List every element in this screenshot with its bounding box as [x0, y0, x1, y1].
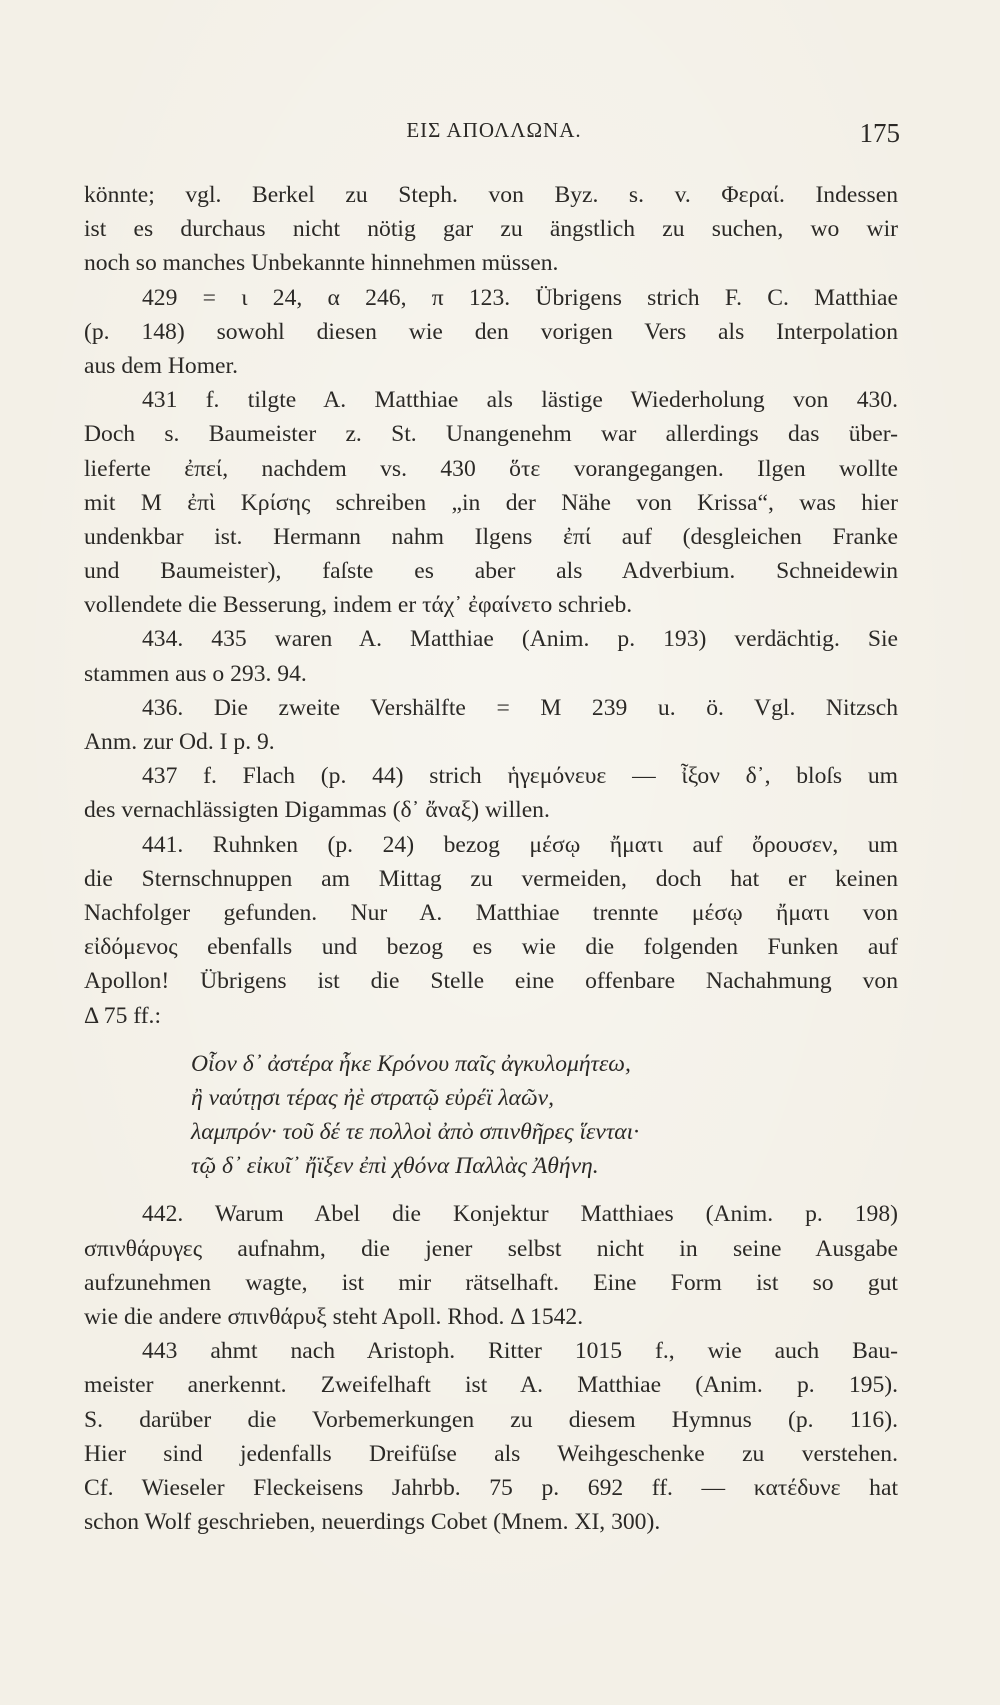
text-line: aus dem Homer. — [84, 352, 238, 379]
text-line: könnte; vgl. Berkel zu Steph. von Byz. s. v. Φεραί. Indessen — [84, 182, 898, 208]
text-line: lieferte ἐπεί, nachdem vs. 430 ὅτε vorangegangen. Ilgen wollte — [84, 455, 898, 482]
text-line: (p. 148) sowohl diesen wie den vorigen Vers als Interpolation — [84, 318, 898, 345]
text-line: wie die andere σπινθάρυξ steht Apoll. Rhod. Δ 1542. — [84, 1304, 584, 1330]
text-line: εἰδόμενος ebenfalls und bezog es wie die folgenden Funken auf — [84, 934, 898, 961]
text-line: 431 f. tilgte A. Matthiae als lästige Wiederholung von 430. — [142, 387, 898, 414]
text-line: die Sternschnuppen am Mittag zu vermeiden, doch hat er keinen — [84, 865, 898, 892]
text-line: des vernachlässigten Digammas (δ᾽ ἄναξ) willen. — [84, 797, 550, 824]
text-line: Cf. Wieseler Fleckeisens Jahrbb. 75 p. 692 ff. — κατέδυνε hat — [84, 1474, 898, 1501]
text-line: schon Wolf geschrieben, neuerdings Cobet (Mnem. XI, 300). — [84, 1509, 661, 1536]
quote-line: ἢ ναύτῃσι τέρας ἠὲ στρατῷ εὐρέϊ λαῶν, — [191, 1084, 554, 1111]
text-line: meister anerkennt. Zweifelhaft ist A. Matthiae (Anim. p. 195). — [84, 1372, 898, 1399]
text-line: 437 f. Flach (p. 44) strich ἡγεμόνευε — ἶξον δ᾽, bloſs um — [142, 763, 898, 790]
text-line: 429 = ι 24, α 246, π 123. Übrigens strich F. C. Matthiae — [142, 284, 898, 311]
text-line: σπινθάρυγες aufnahm, die jener selbst nicht in seine Ausgabe — [84, 1235, 898, 1262]
quote-line: τῷ δ᾽ εἰκυῖ᾽ ἤϊξεν ἐπὶ χθόνα Παλλὰς Ἀθήνη. — [191, 1153, 599, 1180]
text-line: undenkbar ist. Hermann nahm Ilgens ἐπί auf (desgleichen Franke — [84, 523, 898, 550]
text-line: Hier sind jedenfalls Dreifüſse als Weihgeschenke zu verstehen. — [84, 1440, 898, 1467]
text-line: 441. Ruhnken (p. 24) bezog μέσῳ ἤματι auf ὄρουσεν, um — [142, 831, 898, 858]
quote-line: Οἷον δ᾽ ἀστέρα ἧκε Κρόνου παῖς ἀγκυλομήτεω, — [191, 1050, 631, 1077]
text-line: vollendete die Besserung, indem er τάχ᾽ ἐφαίνετο schrieb. — [84, 592, 633, 619]
text-line: Nachfolger gefunden. Nur A. Matthiae trennte μέσῳ ἤματι von — [84, 899, 898, 926]
page-header — [88, 118, 900, 154]
page-number: 175 — [859, 118, 900, 148]
quote-spacer — [84, 1033, 898, 1047]
text-line: stammen aus ο 293. 94. — [84, 660, 307, 687]
body-text — [84, 178, 898, 1539]
text-line: ist es durchaus nicht nötig gar zu ängstlich zu suchen, wo wir — [84, 216, 898, 243]
running-title: ΕΙΣ ΑΠΟΛΛΩΝΑ. — [406, 118, 582, 142]
text-line: 442. Warum Abel die Konjektur Matthiaes (Anim. p. 198) — [142, 1201, 898, 1228]
quote-spacer — [84, 1183, 898, 1197]
text-line: 436. Die zweite Vershälfte = M 239 u. ö. Vgl. Nitzsch — [142, 694, 898, 721]
text-line: Δ 75 ff.: — [84, 1002, 162, 1029]
text-line: und Baumeister), faſste es aber als Adverbium. Schneidewin — [84, 558, 898, 585]
text-line: mit M ἐπὶ Κρίσης schreiben „in der Nähe von Krissa“, was hier — [84, 489, 898, 516]
text-line: 434. 435 waren A. Matthiae (Anim. p. 193) verdächtig. Sie — [142, 626, 898, 653]
text-line: aufzunehmen wagte, ist mir rätselhaft. Eine Form ist so gut — [84, 1269, 898, 1296]
text-line: 443 ahmt nach Aristoph. Ritter 1015 f., wie auch Bau- — [142, 1338, 898, 1365]
text-line: Apollon! Übrigens ist die Stelle eine offenbare Nachahmung von — [84, 968, 898, 995]
text-line: S. darüber die Vorbemerkungen zu diesem Hymnus (p. 116). — [84, 1406, 898, 1433]
quote-line: λαμπρόν· τοῦ δέ τε πολλοὶ ἀπὸ σπινθῆρες ἵενται· — [191, 1119, 640, 1146]
text-line: Anm. zur Od. I p. 9. — [84, 729, 275, 755]
text-line: Doch s. Baumeister z. St. Unangenehm war allerdings das über- — [84, 421, 898, 448]
text-line: noch so manches Unbekannte hinnehmen müssen. — [84, 250, 559, 277]
